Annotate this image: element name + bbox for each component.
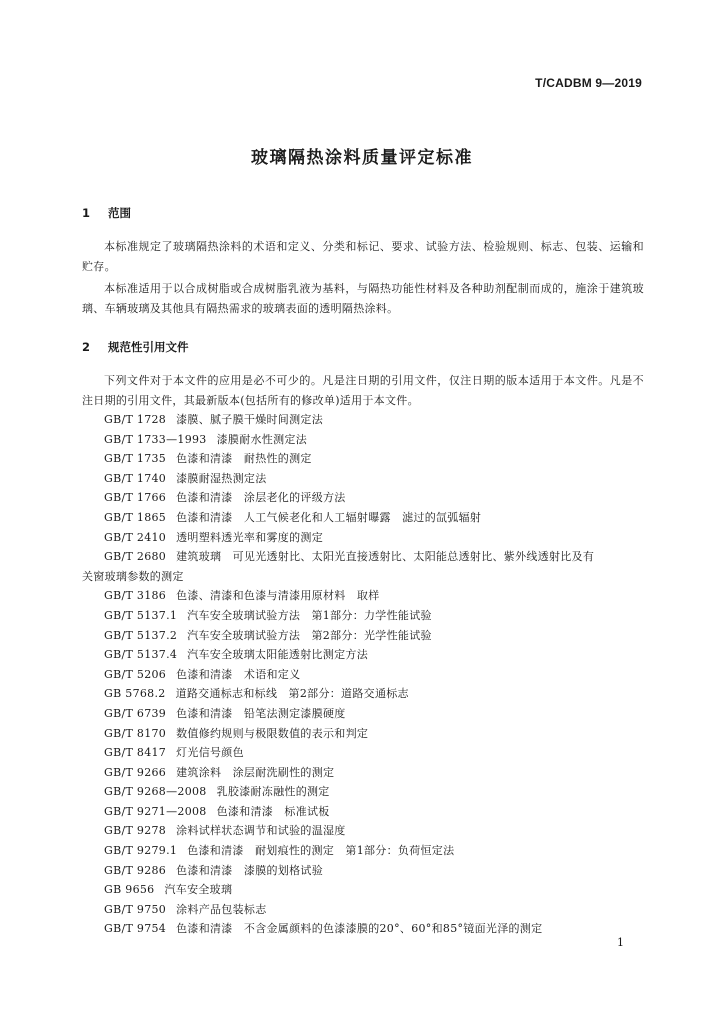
reference-item bbox=[82, 665, 644, 685]
reference-code: GB/T 8170 bbox=[104, 726, 167, 740]
reference-title: 涂料试样状态调节和试验的温湿度 bbox=[176, 824, 346, 838]
reference-item bbox=[82, 841, 644, 861]
reference-code: GB/T 1865 bbox=[104, 510, 167, 524]
reference-title: 漆膜、腻子膜干燥时间测定法 bbox=[176, 413, 324, 426]
reference-code: GB/T 1735 bbox=[104, 452, 167, 466]
reference-code: GB/T 9754 bbox=[104, 922, 167, 936]
reference-code: GB/T 9266 bbox=[104, 765, 167, 779]
reference-title: 数值修约规则与极限数值的表示和判定 bbox=[176, 726, 369, 740]
reference-code: GB/T 9286 bbox=[104, 863, 167, 877]
reference-code: GB/T 8417 bbox=[104, 746, 167, 760]
reference-title: 色漆和清漆 涂层老化的评级方法 bbox=[176, 491, 346, 505]
reference-title: 色漆和清漆 耐热性的测定 bbox=[176, 452, 312, 466]
reference-code: GB/T 2410 bbox=[104, 530, 167, 544]
reference-item bbox=[82, 684, 644, 704]
reference-title: 漆膜耐水性测定法 bbox=[216, 432, 308, 446]
scope-paragraph-1: 本标准规定了玻璃隔热涂料的术语和定义、分类和标记、要求、试验方法、检验规则、标志、包装、运输和贮存。 bbox=[82, 240, 644, 273]
reference-title: 建筑涂料 涂层耐洗刷性的测定 bbox=[176, 765, 335, 779]
section-2-heading bbox=[82, 339, 189, 355]
references-intro: 下列文件对于本文件的应用是必不可少的。凡是注日期的引用文件，仅注日期的版本适用于本文件。凡是不注日期的引用文件，其最新版本(包括所有的修改单)适用于本文件。 bbox=[82, 374, 644, 407]
reference-item bbox=[82, 743, 644, 763]
reference-item bbox=[82, 528, 644, 548]
reference-item bbox=[82, 821, 644, 841]
reference-title: 乳胶漆耐冻融性的测定 bbox=[216, 785, 330, 799]
reference-title: 汽车安全玻璃试验方法 第1部分：力学性能试验 bbox=[187, 608, 432, 622]
reference-item bbox=[82, 430, 644, 450]
reference-item bbox=[82, 724, 644, 744]
reference-title: 色漆和清漆 术语和定义 bbox=[176, 667, 301, 681]
reference-title-continuation: 关窗玻璃参数的测定 bbox=[82, 569, 184, 583]
reference-item bbox=[82, 704, 644, 724]
reference-item bbox=[82, 900, 644, 920]
reference-title: 色漆和清漆 漆膜的划格试验 bbox=[176, 863, 324, 877]
reference-title: 色漆和清漆 不含金属颜料的色漆漆膜的20°、60°和85°镜面光泽的测定 bbox=[176, 922, 543, 936]
reference-item bbox=[82, 488, 644, 508]
reference-item bbox=[82, 410, 644, 430]
reference-title: 灯光信号颜色 bbox=[176, 746, 244, 760]
reference-item bbox=[82, 606, 644, 626]
reference-title: 汽车安全玻璃太阳能透射比测定方法 bbox=[187, 648, 369, 662]
reference-code: GB 5768.2 bbox=[104, 687, 166, 701]
reference-code: GB/T 9278 bbox=[104, 824, 167, 838]
reference-item bbox=[82, 763, 644, 783]
reference-code: GB/T 1733—1993 bbox=[104, 432, 207, 446]
reference-item bbox=[82, 586, 644, 606]
reference-title: 色漆和清漆 人工气候老化和人工辐射曝露 滤过的氙弧辐射 bbox=[176, 510, 482, 524]
reference-code: GB/T 6739 bbox=[104, 706, 167, 720]
reference-title: 色漆、清漆和色漆与清漆用原材料 取样 bbox=[176, 589, 380, 603]
reference-title: 色漆和清漆 标准试板 bbox=[216, 804, 330, 818]
section-2-number: 2 bbox=[82, 340, 91, 354]
reference-title: 汽车安全玻璃 bbox=[164, 883, 233, 897]
reference-code: GB/T 5206 bbox=[104, 667, 167, 681]
reference-item bbox=[82, 782, 644, 802]
reference-item bbox=[82, 919, 644, 939]
section-1-title: 范围 bbox=[108, 206, 132, 220]
reference-title: 汽车安全玻璃试验方法 第2部分：光学性能试验 bbox=[187, 628, 432, 642]
section-2-title: 规范性引用文件 bbox=[108, 340, 189, 354]
scope-paragraph-2: 本标准适用于以合成树脂或合成树脂乳液为基料，与隔热功能性材料及各种助剂配制而成的，施涂于建筑玻璃、车辆玻璃及其他具有隔热需求的玻璃表面的透明隔热涂料。 bbox=[82, 282, 644, 315]
reference-code: GB/T 2680 bbox=[104, 550, 167, 564]
document-title: 玻璃隔热涂料质量评定标准 bbox=[251, 148, 473, 168]
reference-code: GB/T 3186 bbox=[104, 589, 167, 603]
reference-code: GB/T 9268—2008 bbox=[104, 785, 207, 799]
reference-title: 道路交通标志和标线 第2部分：道路交通标志 bbox=[175, 687, 409, 701]
reference-title: 漆膜耐湿热测定法 bbox=[176, 471, 267, 485]
reference-item bbox=[82, 861, 644, 881]
reference-code: GB/T 9271—2008 bbox=[104, 804, 207, 818]
reference-code: GB/T 1740 bbox=[104, 471, 167, 485]
reference-item bbox=[82, 508, 644, 528]
reference-code: GB 9656 bbox=[104, 883, 155, 897]
reference-code: GB/T 5137.2 bbox=[104, 628, 178, 642]
reference-list bbox=[82, 410, 644, 939]
reference-code: GB/T 9750 bbox=[104, 902, 167, 916]
reference-item bbox=[82, 469, 644, 489]
reference-title: 透明塑料透光率和雾度的测定 bbox=[176, 530, 324, 544]
reference-item bbox=[82, 880, 644, 900]
reference-title: 涂料产品包装标志 bbox=[176, 902, 267, 916]
reference-code: GB/T 5137.4 bbox=[104, 648, 178, 662]
reference-item bbox=[82, 645, 644, 665]
reference-title: 色漆和清漆 铅笔法测定漆膜硬度 bbox=[176, 706, 346, 720]
reference-item bbox=[82, 626, 644, 646]
reference-title: 色漆和清漆 耐划痕性的测定 第1部分：负荷恒定法 bbox=[187, 844, 455, 858]
reference-code: GB/T 5137.1 bbox=[104, 608, 178, 622]
standard-code: T/CADBM 9—2019 bbox=[535, 76, 642, 90]
reference-code: GB/T 9279.1 bbox=[104, 844, 178, 858]
section-1-heading bbox=[82, 205, 131, 221]
section-1-number: 1 bbox=[82, 206, 91, 220]
reference-item bbox=[82, 547, 644, 586]
page-number: 1 bbox=[617, 936, 624, 949]
reference-code: GB/T 1728 bbox=[104, 413, 167, 426]
reference-item bbox=[82, 449, 644, 469]
reference-code: GB/T 1766 bbox=[104, 491, 167, 505]
reference-title: 建筑玻璃 可见光透射比、太阳光直接透射比、太阳能总透射比、紫外线透射比及有 bbox=[176, 550, 595, 564]
reference-item bbox=[82, 802, 644, 822]
